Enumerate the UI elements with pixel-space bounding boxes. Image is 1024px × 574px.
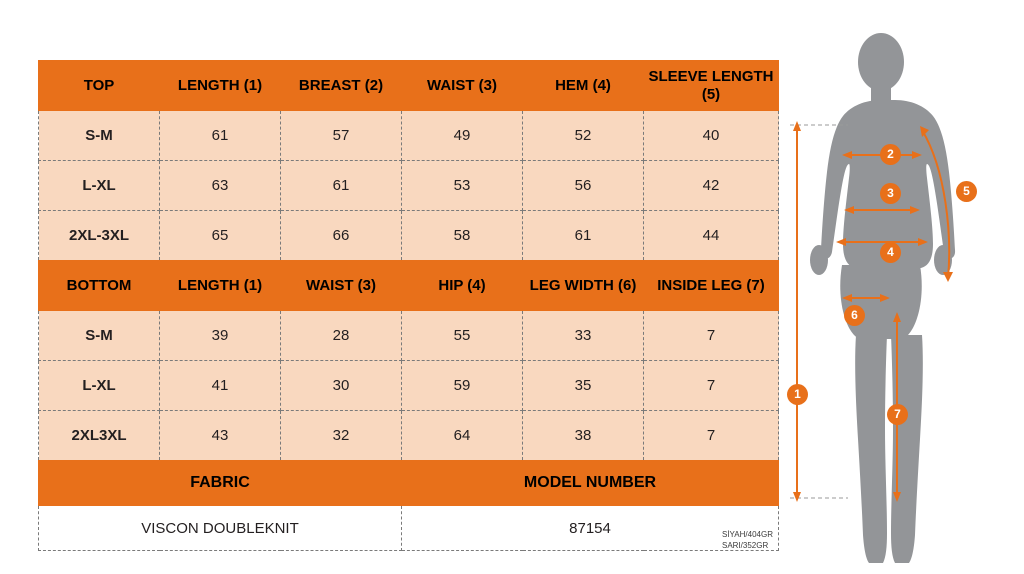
- measurement-figure: [770, 20, 1024, 574]
- cell-value: 56: [523, 161, 644, 211]
- cell-value: 39: [160, 311, 281, 361]
- cell-value: 61: [523, 211, 644, 261]
- cell-value: 44: [644, 211, 779, 261]
- cell-value: 7: [644, 411, 779, 461]
- table-row: [39, 211, 779, 261]
- measure-bubble-3: 3: [880, 183, 901, 204]
- cell-value: 7: [644, 361, 779, 411]
- cell-value: 30: [281, 361, 402, 411]
- cell-size: S-M: [39, 311, 160, 361]
- cell-value: 61: [160, 111, 281, 161]
- table-row: [39, 111, 779, 161]
- measure-bubble-1: 1: [787, 384, 808, 405]
- footer-value-row: [39, 506, 779, 551]
- header-cell-inside-leg: INSIDE LEG (7): [644, 261, 779, 311]
- cell-value: 55: [402, 311, 523, 361]
- bottom-section-header-row: [39, 261, 779, 311]
- measure-bubble-7: 7: [887, 404, 908, 425]
- table-row: [39, 411, 779, 461]
- header-cell-breast: BREAST (2): [281, 61, 402, 111]
- cell-size: L-XL: [39, 361, 160, 411]
- cell-value: 40: [644, 111, 779, 161]
- cell-value: 66: [281, 211, 402, 261]
- cell-value: 33: [523, 311, 644, 361]
- cell-value: 61: [281, 161, 402, 211]
- cell-value: 57: [281, 111, 402, 161]
- cell-value: 64: [402, 411, 523, 461]
- cell-value: 42: [644, 161, 779, 211]
- top-section-header-row: [39, 61, 779, 111]
- cell-value: 35: [523, 361, 644, 411]
- footer-header-row: [39, 461, 779, 506]
- cell-value: 63: [160, 161, 281, 211]
- cell-value: 52: [523, 111, 644, 161]
- header-cell-waist: WAIST (3): [281, 261, 402, 311]
- measure-bubble-2: 2: [880, 144, 901, 165]
- cell-value: 65: [160, 211, 281, 261]
- table-row: [39, 161, 779, 211]
- footer-label-model-number: MODEL NUMBER: [402, 461, 779, 506]
- footer-value-model-number: 87154: [402, 506, 779, 551]
- cell-size: L-XL: [39, 161, 160, 211]
- header-cell-length: LENGTH (1): [160, 261, 281, 311]
- header-cell-bottom: BOTTOM: [39, 261, 160, 311]
- footer-value-fabric: VISCON DOUBLEKNIT: [39, 506, 402, 551]
- color-code-line-1: SİYAH/404GR: [722, 530, 773, 539]
- cell-value: 7: [644, 311, 779, 361]
- footer-label-fabric: FABRIC: [39, 461, 402, 506]
- cell-size: S-M: [39, 111, 160, 161]
- cell-size: 2XL-3XL: [39, 211, 160, 261]
- table-row: [39, 311, 779, 361]
- cell-value: 41: [160, 361, 281, 411]
- table-row: [39, 361, 779, 411]
- measure-bubble-6: 6: [844, 305, 865, 326]
- cell-value: 38: [523, 411, 644, 461]
- header-cell-sleeve-length: SLEEVE LENGTH (5): [644, 61, 779, 111]
- header-cell-hem: HEM (4): [523, 61, 644, 111]
- cell-value: 28: [281, 311, 402, 361]
- color-code-note: [722, 530, 773, 552]
- cell-value: 49: [402, 111, 523, 161]
- header-cell-length: LENGTH (1): [160, 61, 281, 111]
- color-code-line-2: SARI/352GR: [722, 540, 769, 550]
- female-body-silhouette-icon: [770, 20, 1024, 574]
- header-cell-hip: HIP (4): [402, 261, 523, 311]
- cell-value: 43: [160, 411, 281, 461]
- header-cell-waist: WAIST (3): [402, 61, 523, 111]
- cell-value: 53: [402, 161, 523, 211]
- header-cell-top: TOP: [39, 61, 160, 111]
- cell-value: 32: [281, 411, 402, 461]
- measure-bubble-5: 5: [956, 181, 977, 202]
- size-chart-table: [38, 60, 779, 551]
- cell-value: 59: [402, 361, 523, 411]
- cell-size: 2XL3XL: [39, 411, 160, 461]
- measure-bubble-4: 4: [880, 242, 901, 263]
- header-cell-leg-width: LEG WIDTH (6): [523, 261, 644, 311]
- cell-value: 58: [402, 211, 523, 261]
